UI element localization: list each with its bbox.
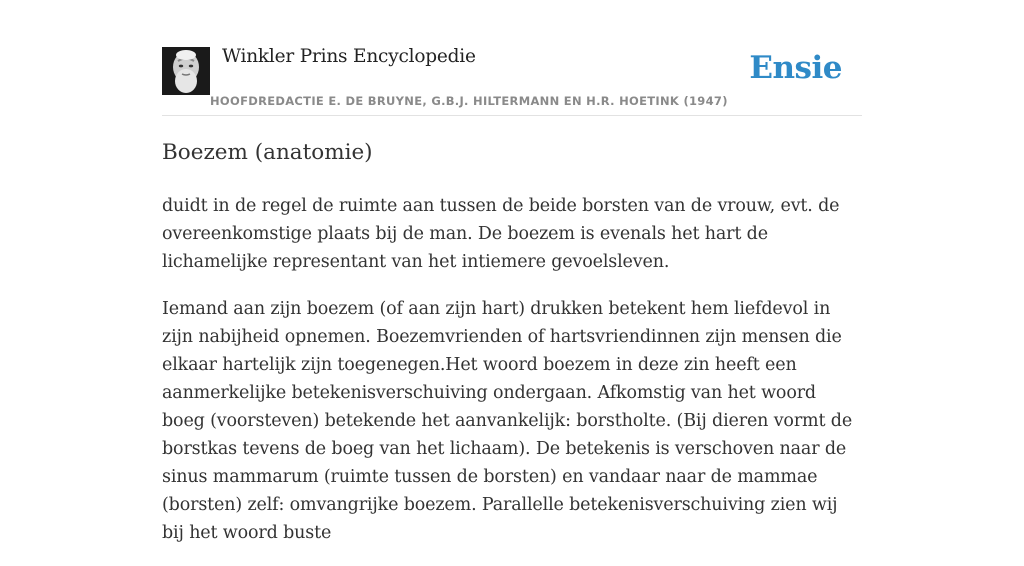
source-header <box>162 46 862 116</box>
brand-logo[interactable]: Ensie <box>749 50 842 86</box>
paragraph: Iemand aan zijn boezem (of aan zijn hart) drukken betekent hem liefdevol in zijn nabijheid opnemen. Boezemvrienden of hartsvriendinnen zijn mensen die elkaar hartelijk zijn toegenegen.Het woord boezem in deze zin heeft een aanmerkelijke betekenisverschuiving ondergaan. Afkomstig van het woord boeg (voorsteven) betekende het aanvankelijk: borstholte. (Bij dieren vormt de borstkas tevens de boeg van het lichaam). De betekenis is verschoven naar de sinus mammarum (ruimte tussen de borsten) en vandaar naar de mammae (borsten) zelf: omvangrijke boezem. Parallelle betekenisverschuiving zien wij bij het woord buste <box>162 299 853 543</box>
source-title[interactable]: Winkler Prins Encyclopedie <box>222 46 476 67</box>
portrait-photo-icon <box>162 47 210 95</box>
paragraph: duidt in de regel de ruimte aan tussen de beide borsten van de vrouw, evt. de overeenkomstige plaats bij de man. De boezem is evenals het hart de lichamelijke representant van het intiemere gevoelsleven. <box>162 196 840 272</box>
avatar[interactable] <box>162 47 210 95</box>
editors-credit: HOOFDREDACTIE E. DE BRUYNE, G.B.J. HILTERMANN EN H.R. HOETINK (1947) <box>210 94 728 108</box>
article-body <box>162 192 862 566</box>
article-title: Boezem (anatomie) <box>162 140 373 165</box>
